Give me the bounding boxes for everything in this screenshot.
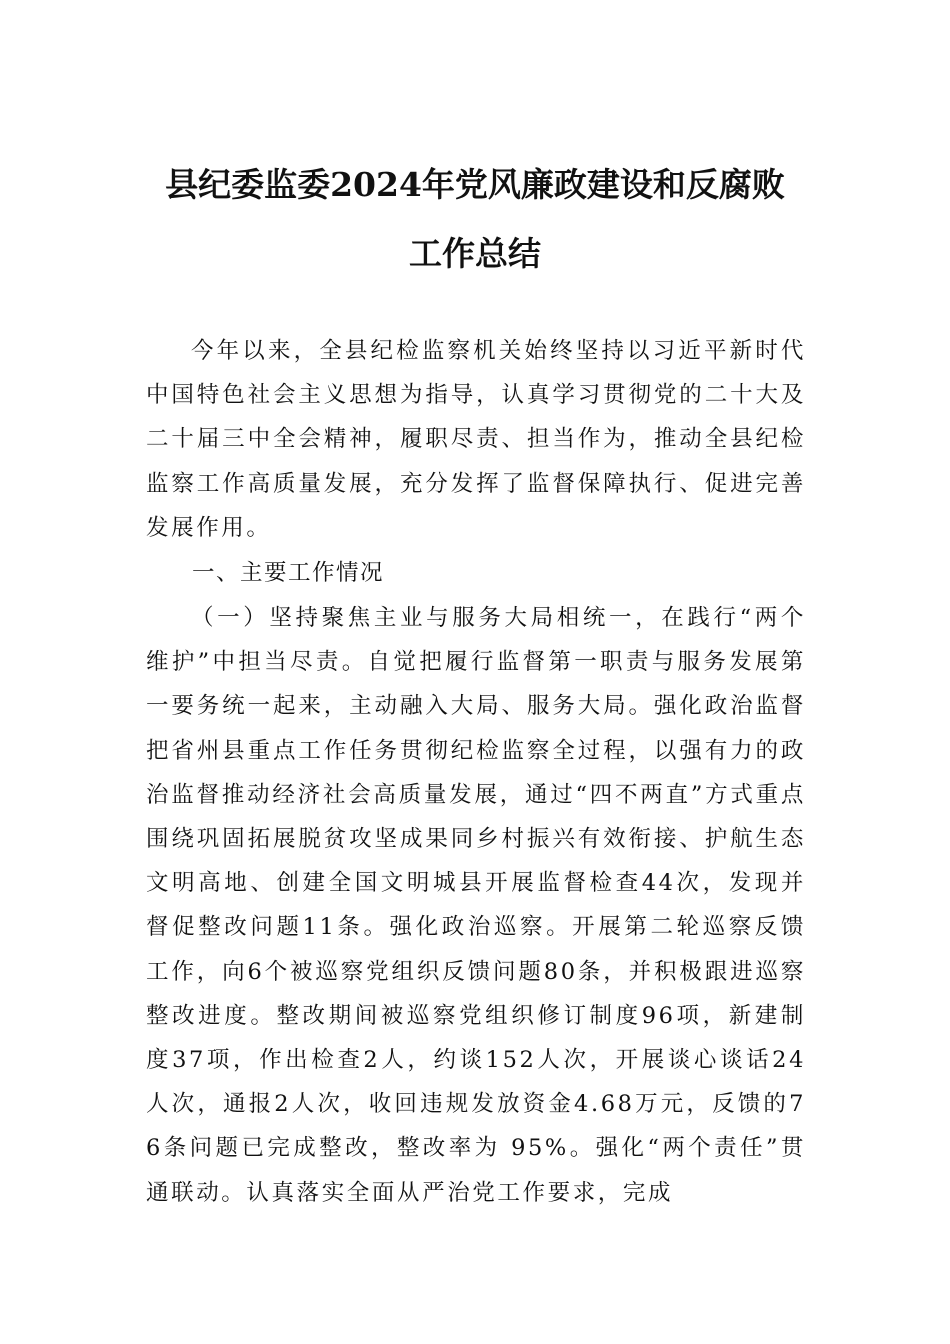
section-1-paragraph: （一）坚持聚焦主业与服务大局相统一，在践行“两个维护”中担当尽责。自觉把履行监督第一职责与服务发展第一要务统一起来，主动融入大局、服务大局。强化政治监督把省州县重点工作任务贯彻纪检监察全过程，以强有力的政治监督推动经济社会高质量发展，通过“四不两直”方式重点围绕巩固拓展脱贫攻坚成果同乡村振兴有效衔接、护航生态文明高地、创建全国文明城县开展监督检查44次，发现并督促整改问题11条。强化政治巡察。开展第二轮巡察反馈工作，向6个被巡察党组织反馈问题80条，并积极跟进巡察整改进度。整改期间被巡察党组织修订制度96项，新建制度37项，作出检查2人，约谈152人次，开展谈心谈话24人次，通报2人次，收回违规发放资金4.68万元，反馈的76条问题已完成整改，整改率为 95%。强化“两个责任”贯通联动。认真落实全面从严治党工作要求，完成 [146, 605, 806, 1206]
document-title-line-1: 县纪委监委2024年党风廉政建设和反腐败 [165, 165, 785, 204]
intro-paragraph: 今年以来，全县纪检监察机关始终坚持以习近平新时代中国特色社会主义思想为指导，认真学习贯彻党的二十大及二十届三中全会精神，履职尽责、担当作为，推动全县纪检监察工作高质量发展，充分发挥了监督保障执行、促进完善发展作用。 [146, 338, 806, 541]
section-heading-main-work: 一、主要工作情况 [192, 560, 385, 586]
document-title-line-2: 工作总结 [409, 234, 541, 273]
